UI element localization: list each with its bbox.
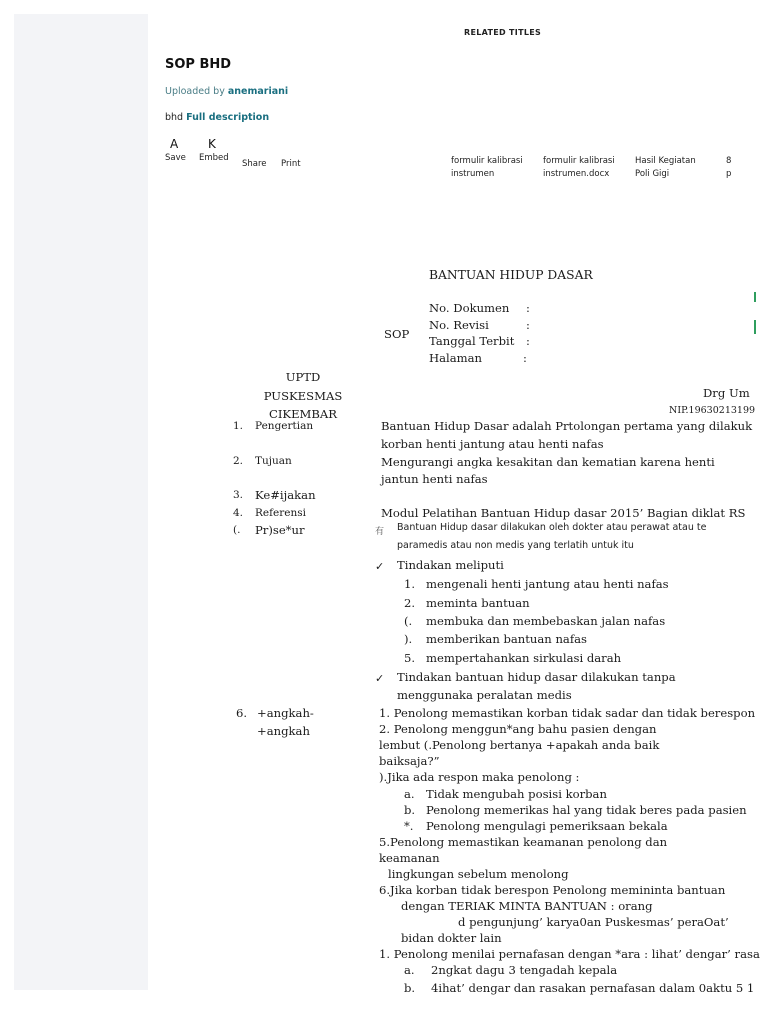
- step-text: keamanan: [379, 851, 440, 865]
- step-text: 1. Penolong menilai pernafasan dengan *ara : lihat’ dengar’ rasa: [379, 947, 760, 961]
- section-text: korban henti jantung atau henti nafas: [381, 437, 604, 451]
- step-text: baiksaja?”: [379, 754, 440, 768]
- save-button[interactable]: [165, 137, 186, 163]
- list-number: ).: [404, 632, 413, 646]
- list-item: 4ihat’ dengar dan rasakan pernafasan dalam 0aktu 5 1: [431, 981, 755, 995]
- uploader-link[interactable]: anemariani: [227, 86, 289, 97]
- sop-heading: BANTUAN HIDUP DASAR: [429, 268, 593, 282]
- step-text: d pengunjung’ karya0an Puskesmas’ peraOat’: [458, 915, 729, 929]
- related-titles-heading: RELATED TITLES: [464, 28, 542, 37]
- section-text: Bantuan Hidup dasar dilakukan oleh dokter atau perawat atau te: [397, 522, 707, 533]
- related-item-line1: 8: [726, 156, 732, 166]
- section-label: Tujuan: [255, 455, 292, 467]
- description-text: bhd: [165, 112, 184, 123]
- list-number: 5.: [404, 651, 416, 665]
- sop-label: SOP: [384, 327, 410, 341]
- section-text: paramedis atau non medis yang terlatih untuk itu: [397, 540, 634, 551]
- org-line: CIKEMBAR: [268, 407, 338, 421]
- uploaded-by: [165, 86, 288, 97]
- list-item: meminta bantuan: [426, 596, 530, 610]
- edge-mark: [754, 320, 756, 334]
- list-number: 1.: [404, 577, 416, 591]
- section-number: 2.: [233, 455, 244, 467]
- step-text: 5.Penolong memastikan keamanan penolong dan: [379, 835, 668, 849]
- description: [165, 112, 269, 123]
- embed-icon: K: [208, 137, 216, 151]
- list-number: a.: [404, 963, 415, 977]
- step-text: dengan TERIAK MINTA BANTUAN : orang: [401, 899, 653, 913]
- list-number: 2.: [404, 596, 416, 610]
- section-label: +angkah-: [257, 706, 314, 720]
- list-heading: Tindakan meliputi: [397, 558, 504, 572]
- step-text: 1. Penolong memastikan korban tidak sadar dan tidak berespon: [379, 706, 756, 720]
- related-item[interactable]: [451, 155, 523, 181]
- list-item: Penolong mengulagi pemeriksaan bekala: [426, 819, 668, 833]
- sop-field-sep: :: [526, 318, 530, 332]
- related-item-line1: Hasil Kegiatan: [635, 156, 696, 166]
- full-description-link[interactable]: Full description: [186, 112, 270, 123]
- step-text: 2. Penolong menggun*ang bahu pasien dengan: [379, 722, 657, 736]
- list-item: membuka dan membebaskan jalan nafas: [426, 614, 666, 628]
- uploaded-by-label: Uploaded by: [165, 86, 225, 97]
- related-item-line2: instrumen: [451, 169, 495, 179]
- check-icon: ✓: [375, 672, 385, 685]
- step-text: lingkungan sebelum menolong: [388, 867, 569, 881]
- list-heading: menggunaka peralatan medis: [397, 688, 572, 702]
- step-text: 6.Jika korban tidak berespon Penolong memininta bantuan: [379, 883, 726, 897]
- section-number: 1.: [233, 420, 244, 432]
- section-number: 3.: [233, 489, 244, 501]
- list-number: b.: [404, 981, 416, 995]
- related-item-line1: formulir kalibrasi: [543, 156, 615, 166]
- list-item: 2ngkat dagu 3 tengadah kepala: [431, 963, 618, 977]
- list-item: mengenali henti jantung atau henti nafas: [426, 577, 669, 591]
- embed-button[interactable]: [199, 137, 229, 163]
- document-title: SOP BHD: [165, 57, 232, 72]
- check-icon: ✓: [375, 560, 385, 573]
- bullet-mark: 有: [375, 527, 385, 537]
- sop-field-sep: :: [526, 334, 530, 348]
- org-line: PUSKESMAS: [263, 388, 343, 403]
- related-item[interactable]: [635, 155, 696, 181]
- related-item[interactable]: [726, 155, 731, 181]
- list-item: memberikan bantuan nafas: [426, 632, 587, 646]
- sop-field-label: No. Dokumen: [429, 301, 510, 315]
- sop-field-sep: :: [526, 301, 530, 315]
- section-label: Pr)se*ur: [255, 523, 305, 537]
- related-item[interactable]: [543, 155, 615, 181]
- related-item-line1: formulir kalibrasi: [451, 156, 523, 166]
- print-button[interactable]: Print: [281, 159, 301, 169]
- list-number: *.: [404, 819, 414, 833]
- org-line: UPTD: [285, 370, 321, 384]
- section-label: Pengertian: [255, 420, 314, 432]
- step-text: lembut (.Penolong bertanya +apakah anda baik: [379, 738, 660, 752]
- section-text: Mengurangi angka kesakitan dan kematian karena henti: [381, 455, 715, 469]
- sop-field-label: Halaman: [429, 351, 483, 365]
- list-item: Penolong memerikas hal yang tidak beres pada pasien: [426, 803, 747, 817]
- left-sidebar: [14, 14, 148, 990]
- section-number: (.: [233, 524, 241, 536]
- signer-name: Drg Um: [703, 386, 750, 400]
- list-number: b.: [404, 803, 416, 817]
- list-item: mempertahankan sirkulasi darah: [426, 651, 622, 665]
- step-text: bidan dokter lain: [401, 931, 502, 945]
- list-number: a.: [404, 787, 415, 801]
- share-button[interactable]: Share: [242, 159, 267, 169]
- section-text: Modul Pelatihan Bantuan Hidup dasar 2015’ Bagian diklat RS: [381, 506, 746, 520]
- section-label: +angkah: [257, 724, 310, 738]
- list-item: Tidak mengubah posisi korban: [426, 787, 607, 801]
- organization-name: [248, 368, 358, 424]
- related-item-line2: instrumen.docx: [543, 169, 610, 179]
- list-number: (.: [404, 614, 413, 628]
- section-number: 4.: [233, 507, 244, 519]
- sop-field-sep: :: [523, 351, 527, 365]
- signer-nip: NIP.19630213199: [669, 405, 756, 416]
- section-label: Ke#ijakan: [255, 488, 316, 502]
- sop-field-label: Tanggal Terbit: [429, 334, 515, 348]
- embed-label: Embed: [199, 153, 229, 163]
- section-text: jantun henti nafas: [381, 472, 488, 486]
- section-number: 6.: [236, 706, 248, 720]
- save-label: Save: [165, 153, 186, 163]
- related-item-line2: p: [726, 169, 732, 179]
- edge-mark: [754, 292, 756, 302]
- list-heading: Tindakan bantuan hidup dasar dilakukan tanpa: [397, 670, 676, 684]
- related-item-line2: Poli Gigi: [635, 169, 670, 179]
- step-text: ).Jika ada respon maka penolong :: [379, 770, 580, 784]
- save-icon: A: [170, 137, 179, 151]
- sop-field-label: No. Revisi: [429, 318, 489, 332]
- section-label: Referensi: [255, 507, 306, 519]
- section-text: Bantuan Hidup Dasar adalah Prtolongan pertama yang dilakuk: [381, 419, 753, 433]
